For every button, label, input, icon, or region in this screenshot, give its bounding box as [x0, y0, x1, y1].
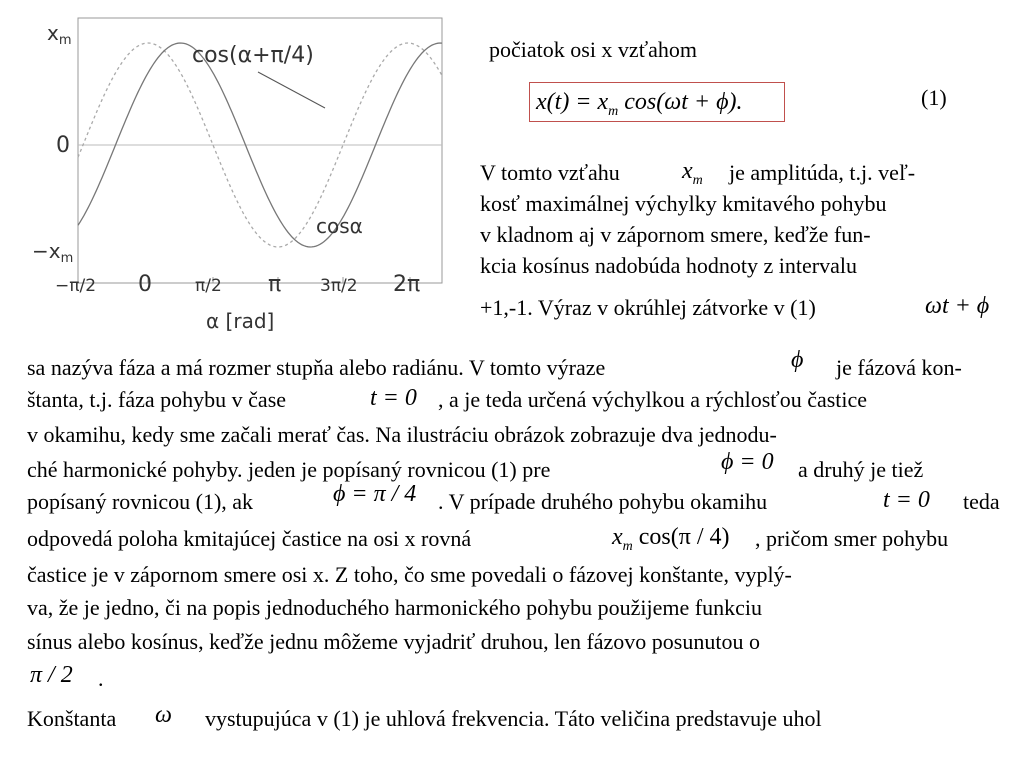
phase-expression: ωt + ϕ	[925, 293, 990, 319]
y-label-zero: 0	[56, 133, 70, 158]
p2-line10: .	[98, 666, 104, 691]
p1-line3: v kladnom aj v zápornom smere, keďže fun-	[480, 222, 871, 247]
annotation-pointer	[258, 72, 325, 108]
equation-box: $x(t) = x_m$ cos(ωt + ϕ).	[529, 82, 785, 122]
p2-line2a: štanta, t.j. fáza pohybu v čase	[27, 387, 287, 412]
curve-label-shifted: cos(α+π/4)	[192, 43, 314, 68]
x-tick-label: −π/2	[55, 276, 97, 296]
p2-line5b: . V prípade druhého pohybu okamihu	[438, 489, 768, 514]
x-tick-label: 0	[138, 272, 152, 297]
phi-symbol: ϕ	[791, 347, 804, 373]
p2-line1b: je fázová kon-	[836, 355, 962, 380]
xm-cos-expression: $x_m$ cos(π / 4)	[612, 524, 730, 554]
phi-pi-quarter: ϕ = π / 4	[333, 481, 417, 507]
p3-a: Konštanta	[27, 706, 117, 731]
y-label-min: $-x_m$	[32, 239, 74, 266]
y-label-max: $x_m$	[47, 21, 72, 48]
xm-symbol: $x_m$	[682, 158, 703, 188]
curve-label-cos: cosα	[316, 214, 363, 238]
p2-line5a: popísaný rovnicou (1), ak	[27, 489, 254, 514]
x-tick-label: 3π/2	[320, 276, 358, 296]
x-axis-title: α [rad]	[206, 309, 275, 333]
phi-zero: ϕ = 0	[721, 449, 774, 475]
cosine-graph	[0, 0, 470, 340]
p2-line6b: , pričom smer pohybu	[755, 526, 949, 551]
p3-b: vystupujúca v (1) je uhlová frekvencia. Táto veličina predstavuje uhol	[205, 706, 822, 731]
t-zero-2: t = 0	[883, 487, 930, 513]
p1-line4: kcia kosínus nadobúda hodnoty z intervalu	[480, 253, 857, 278]
p2-line3: v okamihu, kedy sme začali merať čas. Na ilustráciu obrázok zobrazuje dva jednodu-	[27, 422, 777, 447]
t-zero-1: t = 0	[370, 385, 417, 411]
p1-line5: +1,-1. Výraz v okrúhlej zátvorke v (1)	[480, 295, 816, 320]
p2-line5c: teda	[963, 489, 1000, 514]
equation-number: (1)	[921, 85, 947, 110]
x-tick-label: π/2	[195, 276, 222, 296]
p2-line4b: a druhý je tiež	[798, 457, 924, 482]
p2-line1a: sa nazýva fáza a má rozmer stupňa alebo radiánu. V tomto výraze	[27, 355, 606, 380]
p1-line2: kosť maximálnej výchylky kmitavého pohybu	[480, 191, 887, 216]
intro-line: počiatok osi x vzťahom	[489, 37, 697, 62]
p1-line1a: V tomto vzťahu	[480, 160, 620, 185]
x-tick-label: π	[268, 272, 282, 297]
x-tick-label: 2π	[393, 272, 421, 297]
p2-line7: častice je v zápornom smere osi x. Z toho, čo sme povedali o fázovej konštante, vyplý-	[27, 562, 792, 587]
p2-line2b: , a je teda určená výchylkou a rýchlosťou častice	[438, 387, 868, 412]
p2-line4a: ché harmonické pohyby. jeden je popísaný rovnicou (1) pre	[27, 457, 551, 482]
p1-line1b: je amplitúda, t.j. veľ-	[729, 160, 916, 185]
pi-half: π / 2	[30, 662, 73, 688]
omega-symbol: ω	[155, 702, 172, 728]
p2-line6a: odpovedá poloha kmitajúcej častice na osi x rovná	[27, 526, 472, 551]
p2-line9: sínus alebo kosínus, keďže jednu môžeme vyjadriť druhou, len fázovo posunutou o	[27, 629, 760, 654]
p2-line8: va, že je jedno, či na popis jednoduchého harmonického pohybu použijeme funkciu	[27, 595, 762, 620]
